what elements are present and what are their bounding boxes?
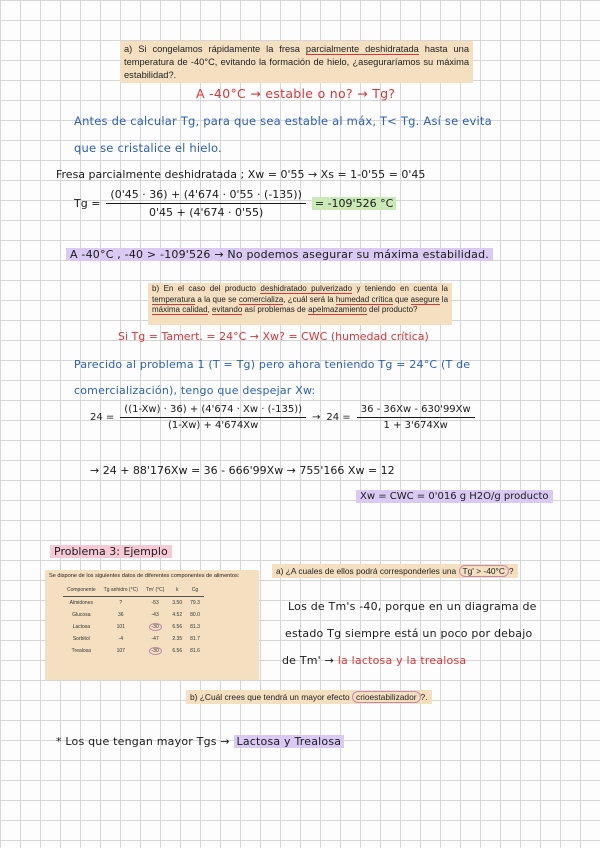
components-table	[63, 584, 204, 657]
header-k: k	[168, 584, 186, 597]
xw-eq-fraction2	[357, 404, 475, 431]
table-intro: Se dispone de los siguientes datos de diferentes componentes de alimentos:	[49, 573, 240, 579]
parecido-line-2: comercialización), tengo que despejar Xw:	[74, 384, 316, 397]
table-cell: Almidones	[69, 600, 93, 606]
answer-3a-line-2: estado Tg siempre está un poco por debajo	[285, 627, 533, 640]
xw-equation	[90, 404, 475, 431]
xw-eq-lhs: 24 =	[90, 412, 115, 423]
answer-3a-line-3	[282, 654, 466, 667]
table-cell: -4	[118, 636, 123, 642]
table-row	[63, 621, 204, 633]
table-cell: -47	[151, 636, 159, 642]
question-b-t5: que	[392, 294, 411, 304]
components-table-box	[45, 570, 259, 680]
question-b-t1: En el caso del producto	[163, 284, 261, 293]
xw-eq-numerator2: 36 - 36Xw - 630'99Xw	[357, 404, 475, 418]
table-cell: 107	[116, 648, 125, 654]
question-b-u1: deshidratado pulverizado	[260, 284, 353, 293]
table-cell: 6.56	[172, 624, 183, 630]
question-b-u8: apelmazamiento	[308, 305, 367, 314]
table-cell: Glucosa	[72, 612, 91, 618]
header-tg-anhidro: Tg anhidro (°C)	[100, 584, 142, 597]
question-a-box	[120, 41, 473, 83]
answer-3b-highlight: Lactosa y Trealosa	[234, 735, 345, 748]
xw-eq-fraction	[120, 404, 306, 431]
answer-3a-line-3a: de Tm' →	[282, 654, 335, 667]
question-a-label: a)	[124, 44, 133, 54]
xw-eq-arrow: →	[312, 412, 321, 423]
table-row	[63, 633, 204, 645]
question-b-t6: la	[439, 294, 449, 304]
table-cell: Lactosa	[72, 624, 91, 630]
table-row	[63, 597, 204, 610]
tg-equation	[74, 188, 396, 219]
xw-eq-lhs2: 24 =	[326, 412, 351, 423]
table-cell: 2.35	[172, 636, 183, 642]
question-3a-end: ?	[508, 566, 514, 576]
question-3b-circle: crioestabilizador	[352, 691, 421, 703]
table-cell: 36	[117, 612, 124, 618]
question-a-text1: Si congelamos rápidamente la fresa	[138, 44, 306, 54]
table-row	[63, 609, 204, 621]
a-question-line: A -40°C → estable o no? → Tg?	[196, 86, 396, 101]
question-3b-end: ?.	[420, 692, 428, 702]
answer-3a-line-3b: la lactosa y la trealosa	[337, 654, 467, 667]
tm-circle-lactosa: -30	[149, 623, 162, 631]
question-3a-circle: Tg' > -40°C	[459, 565, 509, 577]
table-cell: Sorbitol	[72, 636, 90, 642]
problema-3-title: Problema 3: Ejemplo	[50, 545, 172, 558]
xw-eq-denominator: (1-Xw) + 4'674Xw	[168, 420, 259, 431]
question-b-t4: , ¿cuál será la	[283, 294, 336, 304]
question-a-text2: hasta una temperatura de -40°C, evitando la formación de hielo, ¿aseguraríamos su máxima estabilidad?.	[124, 44, 469, 80]
question-b-u6: máxima calidad	[152, 305, 208, 314]
header-tm: Tm' (°C)	[142, 584, 169, 597]
antes-line-2: que se cristalice el hielo.	[74, 141, 222, 155]
question-b-u3: comercializa	[238, 294, 284, 304]
table-cell: 79.3	[190, 600, 200, 606]
xw-eq-numerator: ((1-Xw) · 36) + (4'674 · Xw · (-135))	[120, 404, 306, 418]
question-a-underline: parcialmente deshidratada	[305, 44, 419, 54]
xw-eq-denominator2: 1 + 3'674Xw	[383, 420, 448, 431]
question-b-u7: evitando	[212, 305, 243, 314]
tg-eq-numerator: (0'45 · 36) + (4'674 · 0'55 · (-135))	[106, 188, 305, 204]
fresa-line: Fresa parcialmente deshidratada ; Xw = 0'55 → Xs = 1-0'55 = 0'45	[56, 168, 426, 181]
table-cell: 3.50	[172, 600, 183, 606]
table-cell	[142, 645, 169, 657]
table-cell: 101	[116, 624, 125, 630]
conclusion-a: A -40°C , -40 > -109'526 → No podemos asegurar su máxima estabilidad.	[66, 248, 493, 261]
tg-eq-fraction	[106, 188, 305, 219]
question-b-t7: ,	[207, 305, 213, 314]
table-cell	[142, 621, 169, 633]
table-cell: Trealosa	[71, 648, 91, 654]
parecido-line-1: Parecido al problema 1 (T = Tg) pero ahora teniendo Tg = 24°C (T de	[74, 358, 471, 371]
table-cell: 6.56	[172, 648, 183, 654]
question-b-u5: asegure	[410, 294, 440, 304]
table-cell: 81.6	[190, 648, 200, 654]
question-b-t3: a la que se	[195, 294, 239, 304]
answer-3a-line-1: Los de Tm's -40, porque en un diagrama de	[288, 600, 537, 613]
table-cell: 80.0	[190, 612, 200, 618]
tm-circle-trealosa: -30	[149, 647, 162, 655]
table-cell: 4.52	[172, 612, 183, 618]
header-componente: Componente	[63, 584, 100, 597]
antes-line-1: Antes de calcular Tg, para que sea estable al máx, T< Tg. Así se evita	[74, 114, 492, 128]
question-b-t8: así problemas de	[242, 305, 309, 314]
question-3a-text: a) ¿A cuales de ellos podrá corresponderles una	[276, 566, 457, 576]
tg-eq-lhs: Tg =	[74, 197, 101, 210]
question-b-u2: temperatura	[152, 294, 196, 304]
header-cg: Cg	[186, 584, 204, 597]
table-header-row	[63, 584, 204, 597]
table-cell: -53	[151, 600, 159, 606]
equation-3: → 24 + 88'176Xw = 36 - 666'99Xw → 755'166 Xw = 12	[90, 464, 395, 477]
question-3b-box	[186, 690, 432, 704]
question-b-u4: humedad crítica	[335, 294, 393, 304]
question-3a-box	[272, 564, 518, 578]
si-line: Si Tg = Tamert. = 24°C → Xw? = CWC (humedad crítica)	[118, 330, 429, 343]
xw-result: Xw = CWC = 0'016 g H2O/g producto	[356, 490, 553, 503]
question-b-t2: y teniendo en cuenta la	[352, 284, 448, 293]
question-b-box	[148, 283, 452, 325]
answer-3b-text: * Los que tengan mayor Tgs →	[56, 735, 230, 748]
tg-eq-denominator: 0'45 + (4'674 · 0'55)	[148, 206, 264, 219]
table-row	[63, 645, 204, 657]
tg-eq-result: = -109'526 °C	[312, 197, 396, 210]
answer-3b	[56, 735, 344, 748]
table-cell: 81.7	[190, 636, 200, 642]
table-cell: 81.3	[190, 624, 200, 630]
question-b-t9: del producto?	[366, 305, 418, 314]
table-cell: ?	[119, 600, 123, 606]
table-cell: -43	[151, 612, 159, 618]
question-3b-text: b) ¿Cuál crees que tendrá un mayor efecto	[190, 692, 350, 702]
question-b-label: b)	[152, 284, 160, 293]
